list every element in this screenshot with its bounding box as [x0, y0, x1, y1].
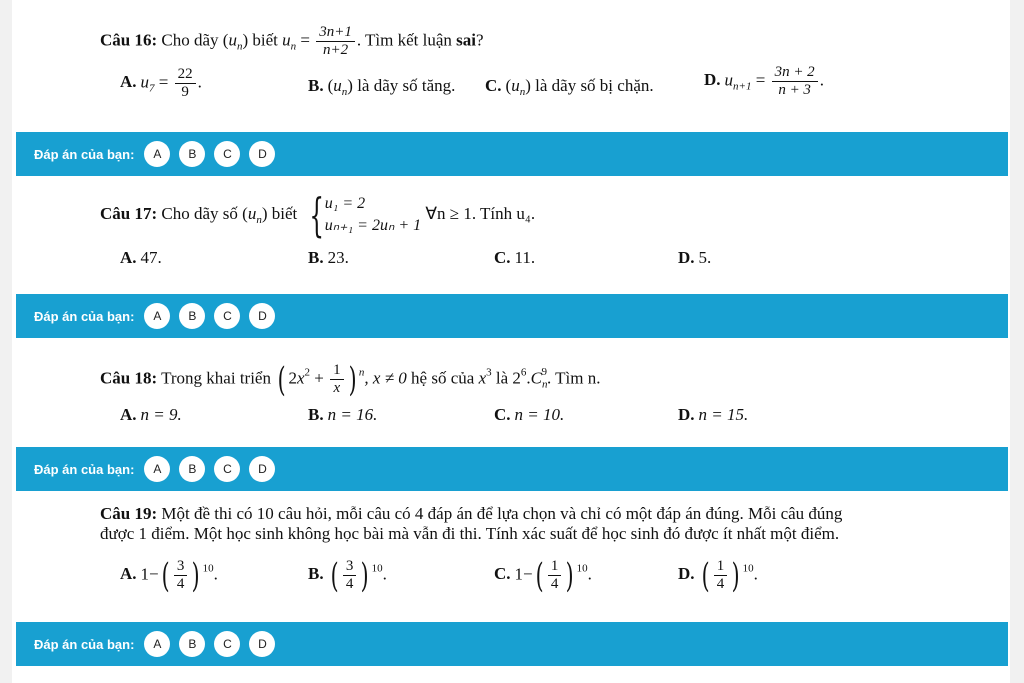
question-number: Câu 19: [100, 504, 158, 523]
choice-d[interactable]: D [249, 141, 275, 167]
question-text: Trong khai triển [161, 368, 271, 388]
option-d: D. ( $\frac{1}{4}$ ) $^{10}$. [678, 555, 758, 596]
system-of-equations: { u₁ = 2 uₙ₊₁ = 2uₙ + 1 [308, 188, 422, 242]
option-d: D. 5. [678, 248, 712, 267]
bold-word: sai [456, 30, 477, 50]
option-a: A. 47. [120, 248, 162, 267]
question-number: Câu 17: [100, 203, 158, 223]
question-text: ? [476, 30, 484, 50]
choice-a[interactable]: A [144, 456, 170, 482]
question-16: Câu 16: Cho dãy $(u_n)$ biết $u_n$ = $\frac{3n+1}{n+2}$ . Tìm kết luận sai? [100, 24, 484, 58]
answer-label: Đáp án của bạn: [34, 461, 135, 477]
option-b: B. ( $\frac{3}{4}$ ) $^{10}$. [308, 555, 387, 596]
question-text: biết [271, 203, 298, 223]
choice-c[interactable]: C [214, 141, 240, 167]
choice-b[interactable]: B [179, 456, 205, 482]
choice-c[interactable]: C [214, 456, 240, 482]
choice-c[interactable]: C [214, 303, 240, 329]
answer-bar-19 [16, 622, 1008, 666]
option-b: B. n = 16. [308, 405, 378, 424]
answer-label: Đáp án của bạn: [34, 146, 135, 162]
option-c: C. n = 10. [494, 405, 565, 424]
question-text: Cho dãy [161, 30, 219, 50]
question-text: biết [252, 30, 278, 50]
option-d: D. n = 15. [678, 405, 749, 424]
answer-label: Đáp án của bạn: [34, 308, 135, 324]
question-19-line2 [100, 524, 839, 544]
choice-a[interactable]: A [144, 141, 170, 167]
answer-bar-16 [16, 132, 1008, 176]
question-text: Cho dãy số [161, 203, 238, 223]
question-text: Một đề thi có 10 câu hỏi, mỗi câu có 4 đáp án để lựa chọn và chỉ có một đáp án đúng. Mỗi câu đúng [161, 504, 843, 523]
choice-b[interactable]: B [179, 141, 205, 167]
fraction: $\frac{3n+1}{n+2}$ [316, 24, 355, 59]
question-text: hệ số của [411, 368, 475, 388]
question-number: Câu 18: [100, 368, 158, 388]
option-a: A. n = 9. [120, 405, 182, 424]
right-margin [1010, 0, 1024, 683]
choice-d[interactable]: D [249, 456, 275, 482]
option-a: A. $u_7$ = $\frac{22}{9}$ . [120, 66, 202, 100]
option-a: A. 1−( $\frac{3}{4}$ ) $^{10}$. [120, 555, 218, 596]
option-c: C. $(u_n)$ là dãy số bị chặn. [485, 76, 654, 98]
choice-d[interactable]: D [249, 631, 275, 657]
question-18: Câu 18: Trong khai triển ( $2x^2$ + $\frac{1}{x}$ ) $^n$, x ≠ 0 hệ số của $x^3$ là $2^6.C_n^9$. Tìm n. [100, 359, 601, 400]
choice-d[interactable]: D [249, 303, 275, 329]
question-19 [100, 504, 842, 524]
option-c: C. 1−( $\frac{1}{4}$ ) $^{10}$. [494, 555, 592, 596]
question-text: ∀n ≥ 1. Tính u₄. [425, 203, 536, 223]
question-text: . Tìm kết luận [356, 30, 452, 50]
choice-c[interactable]: C [214, 631, 240, 657]
question-text: . Tìm n. [546, 368, 601, 388]
option-d: D. $u_{n+1}$ = $\frac{3n + 2}{n + 3}$ . [704, 64, 824, 98]
choice-b[interactable]: B [179, 303, 205, 329]
option-b: B. 23. [308, 248, 349, 267]
question-number: Câu 16: [100, 30, 158, 50]
answer-bar-17 [16, 294, 1008, 338]
option-c: C. 11. [494, 248, 536, 267]
choice-b[interactable]: B [179, 631, 205, 657]
question-17: Câu 17: Cho dãy số $(u_n)$ biết { u₁ = 2 uₙ₊₁ = 2uₙ + 1 ∀n ≥ 1. Tính u₄. [100, 188, 536, 242]
question-text: được 1 điểm. Một học sinh không học bài mà vẫn đi thi. Tính xác suất để học sinh đó được ít nhất một điểm. [100, 524, 840, 543]
left-margin [0, 0, 12, 683]
answer-label: Đáp án của bạn: [34, 636, 135, 652]
choice-a[interactable]: A [144, 631, 170, 657]
question-text: là [495, 368, 509, 388]
choice-a[interactable]: A [144, 303, 170, 329]
option-b: B. $(u_n)$ là dãy số tăng. [308, 76, 456, 98]
quiz-page [16, 0, 1008, 683]
answer-bar-18 [16, 447, 1008, 491]
